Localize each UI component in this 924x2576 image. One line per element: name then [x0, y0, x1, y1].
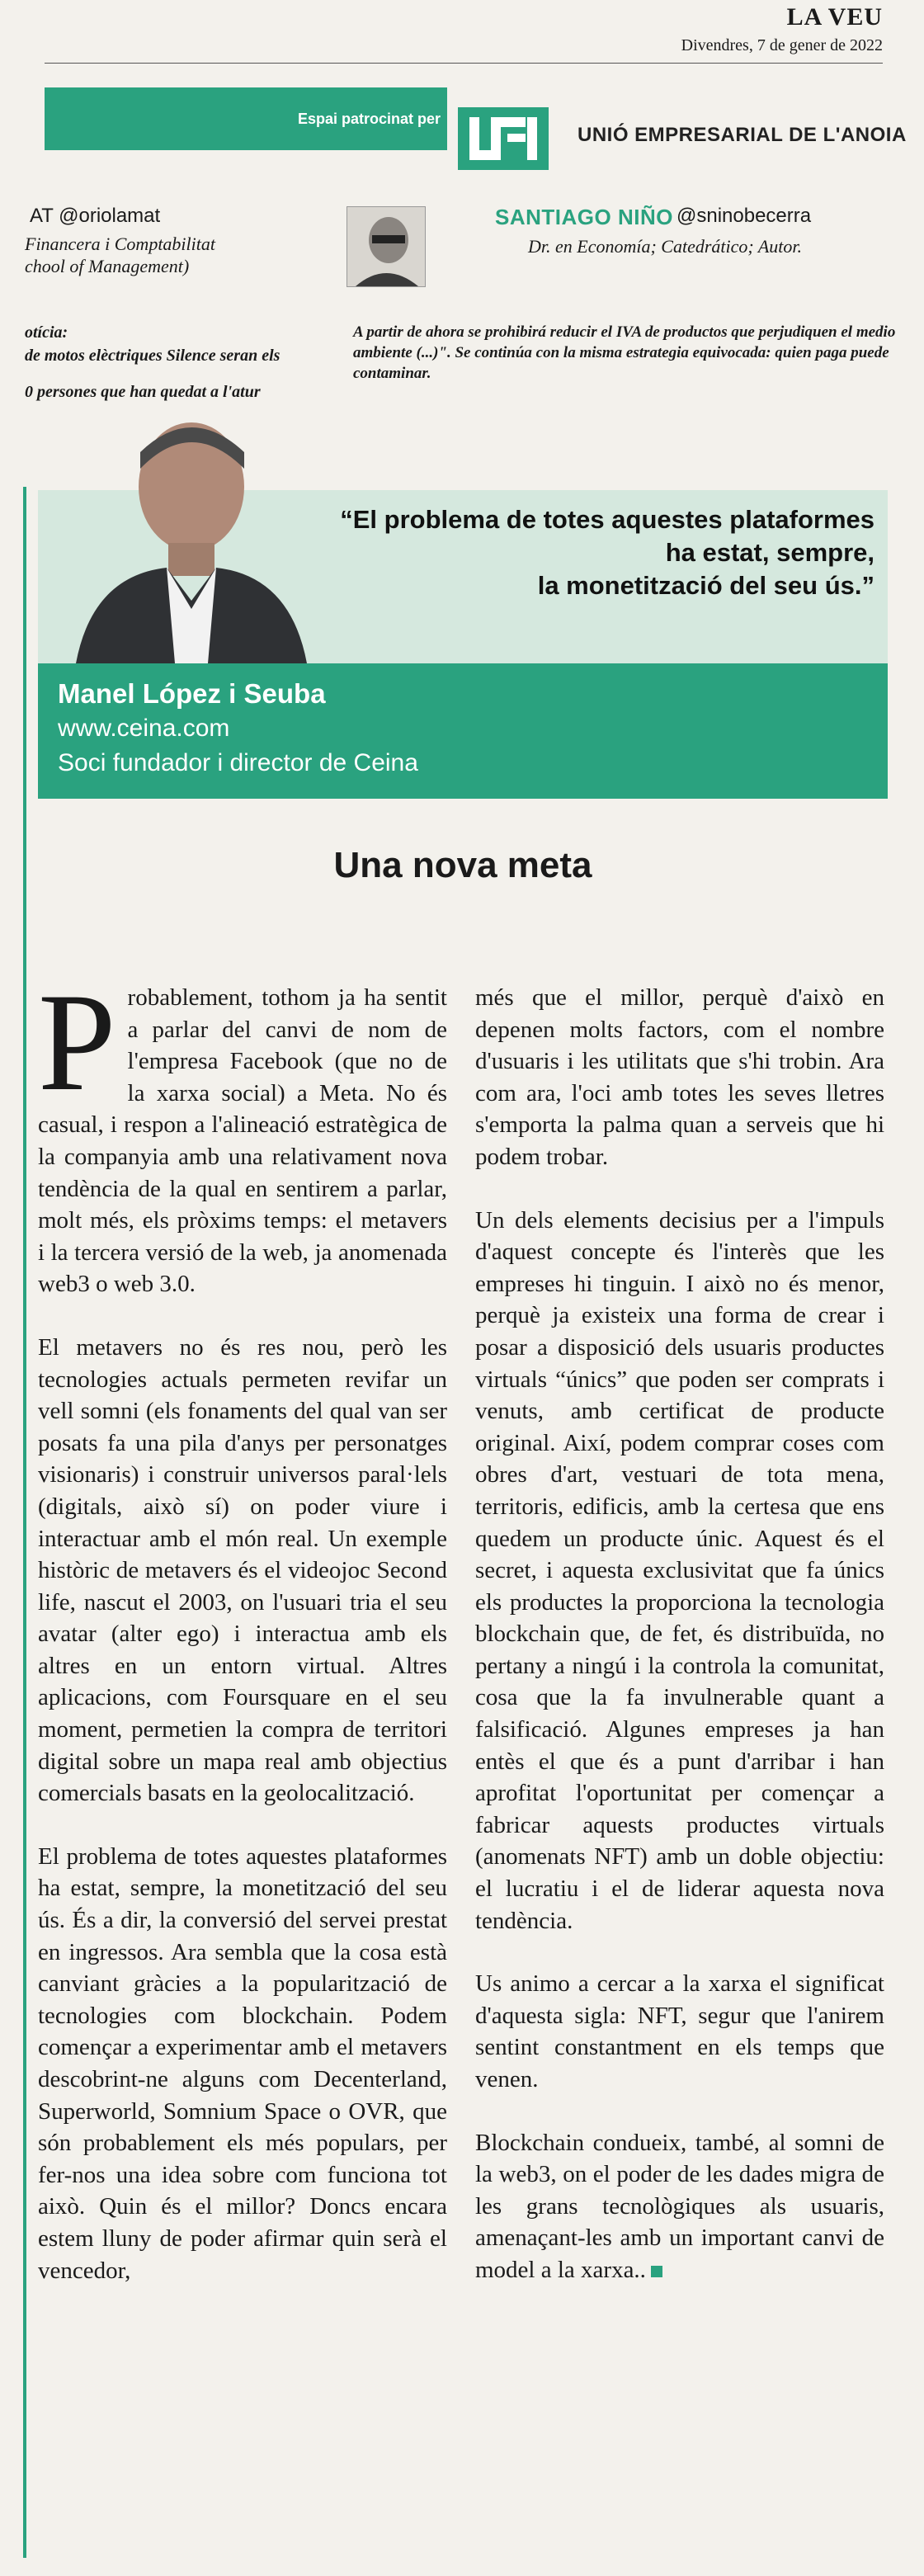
twitter-left-role-2: chool of Management): [25, 256, 190, 276]
article-paragraph: més que el millor, perquè d'això en depenen molts factors, com el nombre d'usuaris i les utilitats que s'hi trobin. Ara com ara, l'oci amb totes les seves lletres s'emporta la palma quan a serveis que hi podem trobar.: [475, 984, 884, 1170]
masthead-name: LA VEU: [786, 3, 883, 31]
accent-line: [23, 487, 26, 2558]
masthead-date: Divendres, 7 de gener de 2022: [681, 36, 883, 54]
author-portrait-icon: [43, 411, 315, 663]
article-paragraph: El problema de totes aquestes plataformes ha estat, sempre, la monetització del seu ús. És a dir, la conversió del servei prestat en ingressos. Ara sembla que la cosa està canviant gràcies a la popularització de tecnologies com blockchain. Podem començar a experimentar amb el metavers descobrint-ne alguns com Decenterland, Superworld, Somnium Space o OVR, que són probablement els més populars, per fer-nos una idea sobre com funciona tot això. Quin és el millor? Doncs encara estem lluny de poder afirmar quin serà el vencedor,: [38, 1842, 447, 2284]
author-name: Manel López i Seuba: [58, 678, 326, 709]
drop-cap: P: [38, 965, 116, 1120]
sponsor-label: Espai patrocinat per: [297, 111, 441, 127]
article-column-right: [475, 982, 884, 2318]
article-column-left: [38, 965, 447, 2318]
twitter-left-text-2: 0 persones que han quedat a l'atur: [25, 383, 261, 401]
article-paragraph: Blockchain condueix, també, al somni de la web3, on el poder de les dades migra de les grans tecnològiques als usuaris, amenaçant-les amb un important canvi de model a la xarxa..: [475, 2129, 884, 2283]
twitter-right-avatar: [346, 206, 426, 287]
author-website: www.ceina.com: [58, 715, 230, 742]
article-paragraph: Us animo a cercar a la xarxa el significat d'aquesta sigla: NFT, segur que l'anirem sentint constantment en els temps que venen.: [475, 1970, 884, 2092]
pull-quote: [297, 503, 874, 602]
twitter-right-role: Dr. en Economía; Catedrático; Autor.: [528, 236, 803, 257]
end-mark-icon: [651, 2266, 662, 2277]
twitter-right-handle: @sninobecerra: [676, 205, 812, 227]
pull-quote-line-3: la monetització del seu ús.”: [537, 571, 874, 600]
pull-quote-line-2: ha estat, sempre,: [665, 538, 874, 567]
twitter-left-label: otícia:: [25, 323, 68, 342]
twitter-right-name: SANTIAGO NIÑO: [495, 205, 673, 229]
twitter-left-text-1: de motos elèctriques Silence seran els: [25, 347, 280, 365]
article-paragraph: Un dels elements decisius per a l'impuls d'aquest concepte és l'interès que les empreses hi tinguin. I això no és menor, perquè ja existeix una forma de crear i posar a disposició dels usuaris productes virtuals “únics” que poden ser comprats i venuts, amb certificat de producte original. Així, podem comprar coses com obres d'art, vestuari de tota mena, territoris, edificis, amb la certesa que ens quedem un producte únic. Aquest és el secret, i aquesta exclusivitat que fa únics els productes la proporciona la tecnologia blockchain que, de fet, és distribuïda, no pertany a ningú i la controla la comunitat, cosa que la fa invulnerable quant a falsificació. Algunes empreses ja han entès el que és a punt d'arribar i han aprofitat l'oportunitat per començar a fabricar aquests productes virtuals (anomenats NFT) amb un doble objectiu: el lucratiu i el de liderar aquesta nova tendència.: [475, 1206, 884, 1934]
author-role: Soci fundador i director de Ceina: [58, 749, 418, 776]
sponsor-organization: UNIÓ EMPRESARIAL DE L'ANOIA: [578, 124, 907, 146]
twitter-right-quote: A partir de ahora se prohibirá reducir el IVA de productos que perjudiquen el medio ambiente (...)". Se continúa con la misma estrategia equivocada: quien paga puede contaminar.: [353, 323, 896, 382]
header-rule: [45, 63, 883, 64]
pull-quote-line-1: “El problema de totes aquestes plataformes: [340, 505, 874, 534]
twitter-left-handle: AT @oriolamat: [30, 205, 161, 227]
article-title: Una nova meta: [333, 845, 592, 885]
person-photo-icon: [347, 207, 425, 286]
article-paragraph: Probablement, tothom ja ha sentit a parlar del canvi de nom de l'empresa Facebook (que no de la xarxa social) a Meta. No és casual, i respon a l'alineació estratègica de la companyia amb una relativament nova tendència de la qual en sentirem a parlar, molt més, els pròxims temps: el metavers i la tercera versió de la web, ja anomenada web3 o web 3.0.: [38, 965, 447, 1298]
article-paragraph: El metavers no és res nou, però les tecnologies actuals permeten revifar un vell somni (els fonaments del qual van ser posats fa una pila d'anys per personatges visionaris) i construir universos paral·lels (digitals, això sí) on poder viure i interactuar amb el món real. Un exemple històric de metavers és el videojoc Second life, nascut el 2003, on l'usuari tria el seu avatar (alter ego) i interactua amb els altres en un entorn virtual. Altres aplicacions, com Foursquare en el seu moment, permetien la compra de territori digital sobre un mapa real amb objectius comercials basats en la geolocalització.: [38, 1333, 447, 1807]
twitter-left-role-1: Financera i Comptabilitat: [25, 234, 215, 254]
sponsor-logo-icon: [458, 107, 549, 170]
